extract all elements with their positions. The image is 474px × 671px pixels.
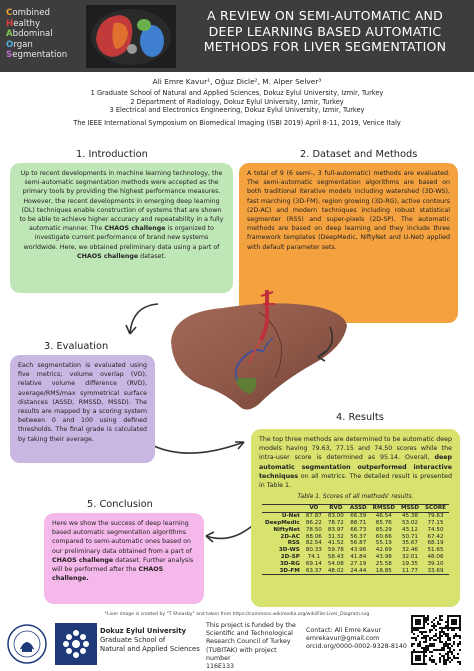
- table-row: [262, 568, 449, 575]
- table-header: MSSD: [398, 505, 422, 513]
- table-header: RVD: [325, 505, 347, 513]
- score-cell: 55.19: [375, 540, 392, 547]
- score-cell: 32.01: [401, 554, 418, 560]
- author-block: [0, 77, 474, 128]
- table-row: [262, 540, 449, 547]
- university-line: Dokuz Eylul University: [100, 627, 187, 635]
- score-cell: 50.71: [401, 533, 418, 540]
- text-bold: CHAOS challenge.: [52, 566, 164, 583]
- score-cell: 67.42: [427, 533, 444, 540]
- score-cell: 85.29: [375, 526, 392, 533]
- evaluation-box: [10, 355, 155, 463]
- score-cell: 43.12: [401, 526, 418, 533]
- score-cell: 11.77: [398, 568, 422, 575]
- score-cell: 48.02: [325, 568, 347, 575]
- curved-arrow-icon: [200, 520, 256, 550]
- introduction-box: [10, 163, 233, 293]
- score-cell: 74.50: [427, 526, 444, 533]
- method-name-cell: 3D-RG: [279, 560, 300, 567]
- score-cell: 58.43: [327, 554, 344, 560]
- contact-email[interactable]: emrekavur@gmail.com: [306, 635, 380, 643]
- table-row: [262, 554, 449, 561]
- score-cell: 86.22: [305, 520, 322, 527]
- score-cell: 41.84: [350, 554, 367, 560]
- score-cell: 39.10: [427, 560, 444, 567]
- affiliation: 2 Department of Radiology, Dokuz Eylul University, Izmir, Turkey: [130, 97, 344, 106]
- table-row: [262, 513, 449, 520]
- introduction-title: 1. Introduction: [76, 149, 148, 160]
- text-run: dataset.: [138, 252, 166, 260]
- text-run: Up to recent developments in machine learning technology, the semi-automatic segmentation methods were accepted as the primary tools by providing the highest performance measures. However, the recent developments in emerging deep learning (DL) techniques enable construction of systems that are shown to be able to achieve higher accuracy and repeatability in a fully automatic manner. The: [19, 170, 224, 233]
- score-cell: 27.19: [350, 560, 367, 567]
- dataset-title: 2. Dataset and Methods: [300, 149, 418, 160]
- poster-title: [182, 8, 468, 55]
- title-line: A REVIEW ON SEMI-AUTOMATIC AND: [206, 8, 444, 23]
- text-run: on all metrics. The detailed result is presented in Table 1.: [259, 472, 452, 490]
- score-cell: 83.97: [327, 526, 344, 533]
- table-header: ASSD: [347, 505, 370, 513]
- text-bold: CHAOS challenge: [52, 556, 114, 564]
- score-cell: 56.37: [350, 533, 367, 540]
- text-run: is organized to investigate current performance of brand new systems worldwide. Here, we obtained preliminary data using a part of: [23, 225, 220, 251]
- score-cell: 31.32: [327, 533, 344, 540]
- logo-letter: H: [6, 18, 14, 29]
- score-cell: 68.19: [427, 540, 444, 547]
- title-line: METHODS FOR LIVER SEGMENTATION: [203, 39, 447, 55]
- score-cell: 35.67: [401, 540, 418, 547]
- logo-letter: C: [6, 8, 13, 18]
- chaos-logo: [6, 8, 80, 61]
- evaluation-title: 3. Evaluation: [44, 341, 109, 352]
- score-cell: 41.52: [327, 540, 344, 547]
- score-cell: 42.69: [375, 547, 392, 554]
- score-cell: 66.39: [350, 513, 367, 520]
- score-cell: 54.08: [327, 560, 344, 567]
- results-title: 4. Results: [336, 412, 384, 423]
- table-header: VO: [303, 505, 325, 513]
- contact-line: Contact: Ali Emre Kavur: [306, 627, 382, 634]
- introduction-text: [18, 169, 225, 261]
- method-name-cell: NiftyNet: [273, 526, 300, 533]
- score-cell: 43.98: [375, 554, 392, 560]
- text-bold: deep automatic segmentation outperformed interactive techniques: [259, 454, 452, 480]
- score-cell: 53.02: [401, 520, 418, 527]
- table-body: [262, 513, 449, 575]
- score-cell: 69.14: [305, 560, 322, 567]
- table-row: [262, 527, 449, 534]
- results-table: [262, 504, 449, 575]
- score-cell: 87.87: [305, 513, 322, 520]
- method-name-cell: 2D-SP: [280, 554, 300, 560]
- logo-letter: A: [6, 29, 13, 40]
- method-name-cell: RSS: [287, 540, 300, 547]
- text-run: The top three methods are determined to be automatic deep models having 79.63, 77.15 and 74.50 scores while the intra-user score is determined as 95.14. Overall,: [259, 436, 452, 462]
- logo-letter: O: [6, 39, 14, 50]
- table-row: [262, 561, 449, 568]
- logo-word: rgan: [13, 39, 33, 50]
- method-name-cell: 3D-WS: [278, 547, 300, 554]
- score-cell: 19.35: [401, 560, 418, 567]
- table-row: [262, 547, 449, 554]
- score-cell: 59.78: [327, 547, 344, 554]
- score-cell: 33.69: [422, 568, 449, 575]
- results-box: [251, 429, 460, 607]
- score-cell: 85.76: [375, 520, 392, 527]
- score-cell: 32.46: [401, 547, 418, 554]
- curved-arrow-icon: [150, 418, 250, 468]
- table-header: RMSSD: [370, 505, 398, 513]
- funding-line: (TUBITAK) with project number: [206, 646, 277, 662]
- method-name-cell: 2D-AC: [280, 533, 300, 540]
- evaluation-text: Each segmentation is evaluated using five metrics; volume overlap (VO), relative volume difference (RVD), average/RMS/max symmetrical surface distances (ASSD, RMSSD, MSSD). The results are mapped by a scoring system between 0 and 100 using defined thresholds. The final grade is calculated by taking their average.: [18, 362, 147, 443]
- conference-line: The IEEE International Symposium on Biomedical Imaging (ISBI 2019) April 8-11, 2019, Venice Italy: [73, 118, 401, 127]
- score-cell: 60.66: [375, 533, 392, 540]
- logo-word: bdominal: [12, 29, 53, 40]
- score-cell: 24.44: [347, 568, 370, 575]
- conclusion-text: [52, 519, 196, 583]
- score-cell: 79.63: [427, 513, 444, 520]
- affiliation: 1 Graduate School of Natural and Applied Sciences, Dokuz Eylul University, Izmir, Turkey: [90, 89, 384, 97]
- funding-note: [206, 622, 302, 671]
- text-bold: CHAOS challenge: [104, 225, 166, 233]
- funding-line: 116E133: [206, 663, 235, 671]
- table-header-row: [262, 505, 449, 513]
- funding-line: This project is funded by the: [206, 622, 296, 629]
- curved-arrow-icon: [112, 300, 172, 340]
- score-cell: 45.38: [401, 513, 418, 520]
- table-header: [262, 505, 303, 513]
- qr-code[interactable]: [410, 614, 462, 666]
- score-cell: 77.15: [427, 520, 444, 527]
- score-cell: 78.50: [305, 526, 322, 533]
- table-caption: Table 1. Scores of all methods' results.: [297, 493, 414, 501]
- dokuz-eylul-logo: [55, 623, 97, 665]
- score-cell: 82.54: [305, 540, 322, 547]
- score-cell: 66.73: [350, 526, 367, 533]
- author-names: Ali Emre Kavur¹, Oğuz Dicle², M. Alper Selver³: [152, 77, 322, 86]
- curved-arrow-icon: [290, 325, 350, 365]
- method-name-cell: 3D-FM: [262, 568, 303, 575]
- score-cell: 51.65: [427, 547, 444, 554]
- conclusion-box: [44, 513, 204, 604]
- logo-word: ealthy: [13, 18, 41, 29]
- results-text: [259, 435, 452, 490]
- university-line: Natural and Applied Sciences: [100, 645, 200, 654]
- score-cell: 18.85: [370, 568, 398, 575]
- table-row: [262, 520, 449, 527]
- table-header: SCORE: [422, 505, 449, 513]
- image-credit: *Liver image is created by "T Sheasby" and taken from https://commons.wikimedia.org/wiki/File:Liver_Diagram.svg: [104, 612, 370, 617]
- conclusion-title: 5. Conclusion: [87, 499, 153, 510]
- affiliation: 3 Electrical and Electronics Engineering, Dokuz Eylul University, Izmir, Turkey: [109, 106, 365, 115]
- score-cell: 88.06: [305, 533, 322, 540]
- abdominal-scan-image: [86, 5, 176, 68]
- score-cell: 25.58: [375, 560, 392, 567]
- university-seal-logo: [6, 623, 48, 665]
- text-run: dataset. Further analysis will be performed after the: [52, 556, 194, 574]
- score-cell: 48.06: [427, 554, 444, 560]
- logo-word: egmentation: [12, 50, 68, 61]
- university-line: Graduate School of: [100, 636, 166, 645]
- text-run: Here we show the success of deep learning based automatic segmentation algorithms compared to semi-automatic ones based on our preliminary data obtained from a part of: [52, 520, 192, 555]
- text-bold: CHAOS challenge: [77, 252, 139, 260]
- score-cell: 56.87: [350, 540, 367, 547]
- score-cell: 88.71: [350, 520, 367, 527]
- title-line: DEEP LEARNING BASED AUTOMATIC: [208, 23, 442, 39]
- funding-line: Scientific and Technological: [206, 630, 293, 638]
- contact-info: [306, 627, 407, 652]
- header-banner: [0, 0, 474, 72]
- score-cell: 78.72: [327, 520, 344, 527]
- university-name: [100, 627, 200, 655]
- score-cell: 80.33: [305, 547, 322, 554]
- score-cell: 83.00: [327, 513, 344, 520]
- contact-orcid[interactable]: orcid.org/0000-0002-9328-8140: [306, 643, 407, 651]
- logo-letter: S: [6, 50, 13, 61]
- score-cell: 74.1: [307, 554, 321, 560]
- funding-line: Research Council of Turkey: [206, 638, 291, 646]
- table-row: [262, 534, 449, 541]
- score-cell: 43.96: [350, 547, 367, 554]
- score-cell: 46.54: [375, 513, 392, 520]
- score-cell: 63.37: [303, 568, 325, 575]
- method-name-cell: U-Net: [281, 513, 300, 520]
- method-name-cell: DeepMedic: [264, 520, 300, 527]
- dataset-text: A total of 9 (6 semi-, 3 full-automatic) methods are evaluated. The semi-automatic segmentation algorithms are based on both traditional iterative models including watershed (3D-WS), fast marching (3D-FM), region growing (3D-RG), active contours (2D-AC) and modern techniques including robust statistical segmenter (RSS) and super-pixels (2D-SP). The automatic methods are based on deep learning and they include three framework templates (DeepMedic, NiftyNet and U-Net) applied with default parameter sets.: [247, 170, 450, 251]
- logo-word: ombined: [12, 8, 50, 18]
